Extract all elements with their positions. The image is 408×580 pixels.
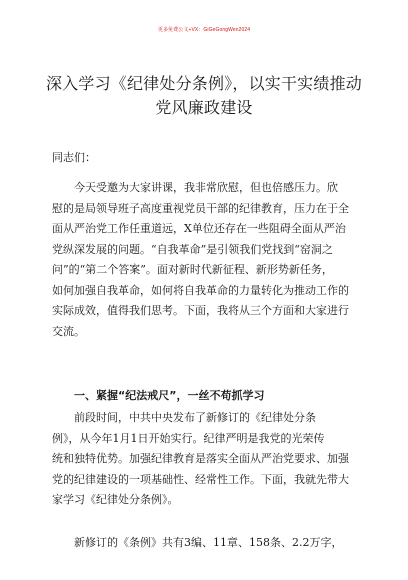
paragraph-intro <box>52 178 360 342</box>
paragraph-line: 今天受邀为大家讲课，我非常欣慰，但也倍感压力。欣 <box>74 181 338 194</box>
greeting: 同志们： <box>52 151 96 164</box>
paragraph-regulation-overview <box>52 533 360 554</box>
section-heading-1: 一、紧握“纪法戒尺”，一丝不苟抓学习 <box>74 389 265 402</box>
paragraph-line: 新修订的《条例》共有3编、11章、158条、2.2万字， <box>74 536 343 549</box>
paragraph-line: 问”的“第二个答案”。面对新时代新征程、新形势新任务， <box>52 263 333 276</box>
paragraph-section-1 <box>52 408 360 511</box>
paragraph-line: 家学习《纪律处分条例》。 <box>52 493 179 506</box>
paragraph-line: 党纵深发展的问题。“自我革命”是引领我们党找到“窑洞之 <box>52 242 333 256</box>
paragraph-line: 例》，从今年1月1日开始实行。纪律严明是我党的光荣传 <box>52 431 325 445</box>
document-title <box>40 72 368 120</box>
title-line-1: 深入学习《纪律处分条例》，以实干实绩推动 <box>45 74 362 93</box>
paragraph-line: 实际成效，值得我们思考。下面，我将从三个方面和大家进行 <box>52 304 349 317</box>
paragraph-line: 党的纪律建设的一项基础性、经常性工作。下面，我就先带大 <box>52 472 349 486</box>
paragraph-line: 交流。 <box>52 324 85 338</box>
paragraph-line: 慰的是局领导班子高度重视党员干部的纪律教育，压力在于全 <box>52 201 349 215</box>
paragraph-line: 统和独特优势。加强纪律教育是落实全面从严治党要求、加强 <box>52 452 349 465</box>
paragraph-line: 前段时间，中共中央发布了新修订的《纪律处分条 <box>74 411 316 424</box>
paragraph-line: 如何加强自我革命，如何将自我革命的力量转化为推动工作的 <box>52 283 349 297</box>
watermark-text: 更多免费公文+VX：GiGeGongWen2024 <box>157 27 251 33</box>
paragraph-line: 面从严治党工作任重道远，X单位还存在一些阻碍全面从严治 <box>52 222 346 235</box>
title-line-2: 党风廉政建设 <box>155 98 253 117</box>
